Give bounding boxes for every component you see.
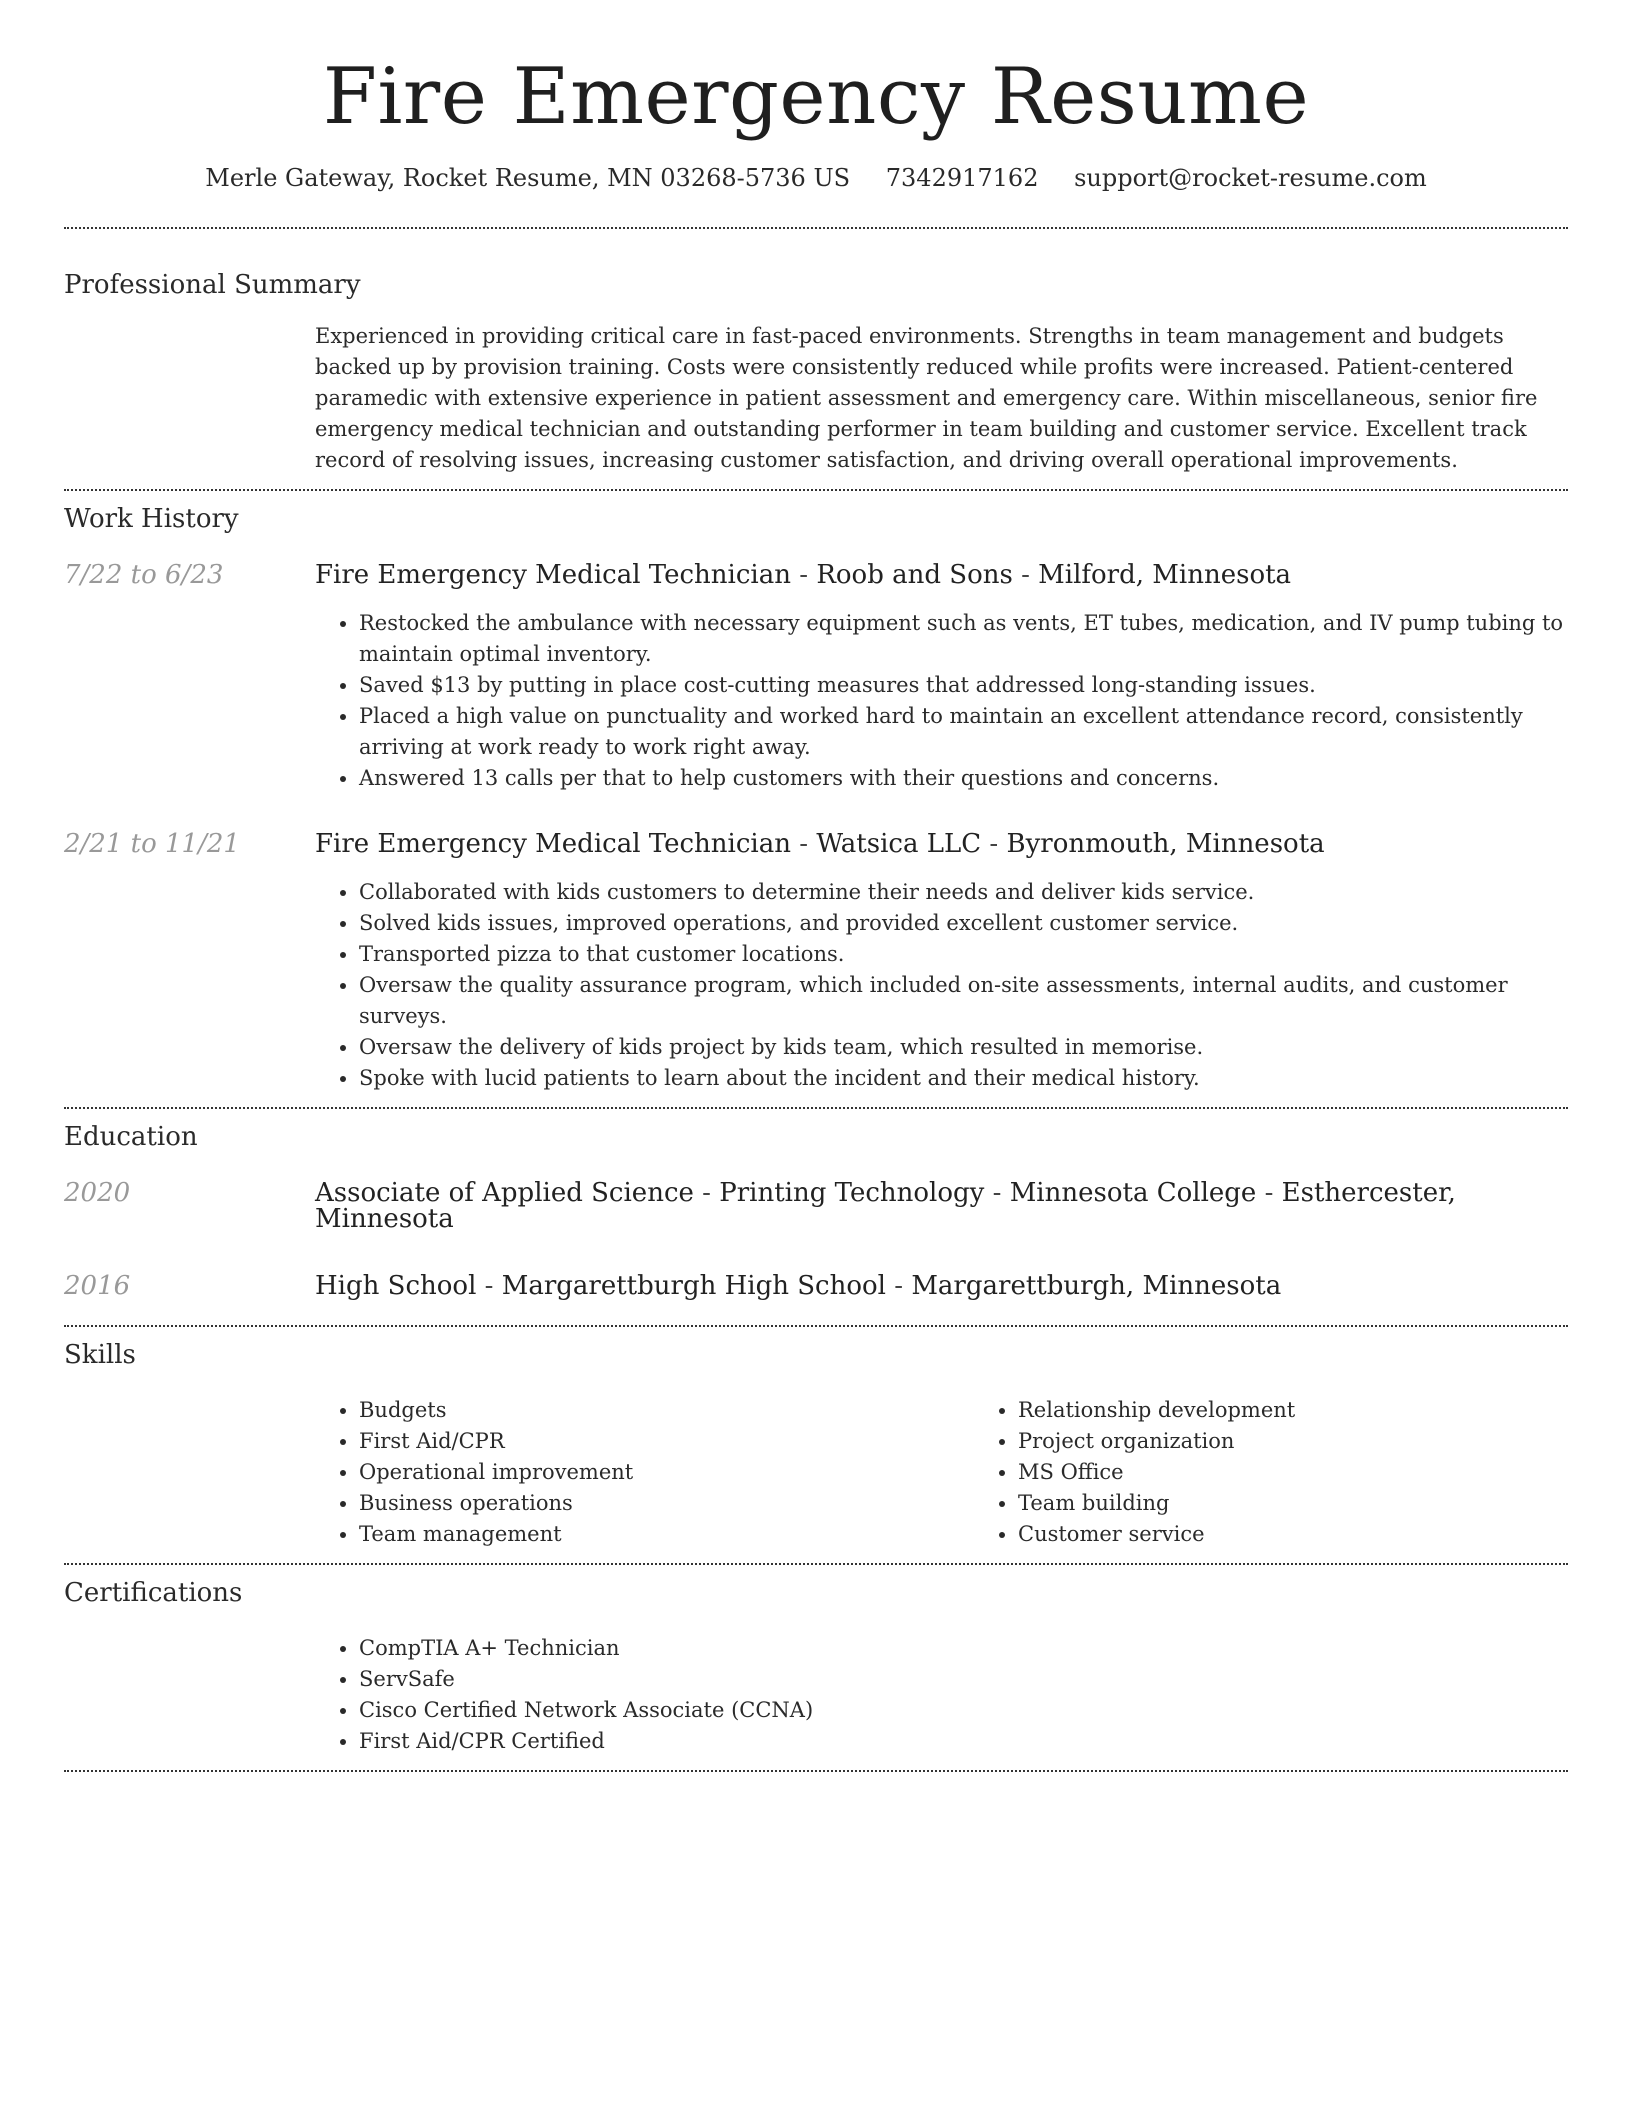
education-degree: Associate of Applied Science bbox=[315, 1178, 694, 1208]
job-dates: 2/21 to 11/21 bbox=[64, 829, 240, 859]
job-bullets bbox=[315, 608, 1568, 794]
education-year: 2020 bbox=[64, 1178, 131, 1208]
education-degree: High School bbox=[315, 1271, 477, 1301]
education-heading: High School - Margarettburgh High School - Margarettburgh, Minnesota bbox=[315, 1271, 1282, 1301]
divider bbox=[64, 1107, 1568, 1109]
list-item: • Oversaw the delivery of kids project by kids team, which resulted in memorise. bbox=[359, 1032, 1568, 1063]
divider bbox=[64, 227, 1568, 229]
education-heading: Associate of Applied Science - Printing Technology - Minnesota College - Esthercester, Minnesota bbox=[315, 1178, 1456, 1234]
list-item: • MS Office bbox=[1018, 1457, 1632, 1488]
list-item: • Budgets bbox=[359, 1395, 974, 1426]
resume-title: Fire Emergency Resume bbox=[322, 52, 1310, 142]
list-item: • Business operations bbox=[359, 1488, 974, 1519]
job-location: Milford, Minnesota bbox=[1038, 560, 1292, 590]
contact-email: support@rocket-resume.com bbox=[1074, 164, 1427, 192]
skills-columns bbox=[315, 1395, 1632, 1550]
list-item: • Saved $13 by putting in place cost-cutting measures that addressed long-standing issues. bbox=[359, 670, 1568, 701]
list-item: • First Aid/CPR bbox=[359, 1426, 974, 1457]
list-item: • Team management bbox=[359, 1519, 974, 1550]
divider bbox=[64, 1770, 1568, 1772]
job-bullets bbox=[315, 877, 1568, 1094]
education-field: Printing Technology bbox=[719, 1178, 985, 1208]
list-item: • Solved kids issues, improved operations, and provided excellent customer service. bbox=[359, 908, 1568, 939]
job-entry bbox=[64, 562, 1568, 794]
list-item: • Transported pizza to that customer locations. bbox=[359, 939, 1568, 970]
contact-line bbox=[64, 166, 1568, 190]
divider bbox=[64, 489, 1568, 491]
education-school: Margarettburgh High School bbox=[501, 1271, 886, 1301]
divider bbox=[64, 1563, 1568, 1565]
list-item: • Customer service bbox=[1018, 1519, 1632, 1550]
job-heading: Fire Emergency Medical Technician - Roob and Sons - Milford, Minnesota bbox=[315, 560, 1292, 590]
skills-list-right bbox=[974, 1395, 1632, 1550]
list-item: • Spoke with lucid patients to learn about the incident and their medical history. bbox=[359, 1063, 1568, 1094]
education-entry bbox=[64, 1273, 1568, 1299]
job-company: Watsica LLC bbox=[816, 829, 982, 859]
skills-list-left bbox=[315, 1395, 974, 1550]
section-heading-certifications: Certifications bbox=[64, 1578, 243, 1608]
list-item: • First Aid/CPR Certified bbox=[359, 1726, 1568, 1757]
job-heading: Fire Emergency Medical Technician - Watsica LLC - Byronmouth, Minnesota bbox=[315, 829, 1325, 859]
list-item: • Project organization bbox=[1018, 1426, 1632, 1457]
list-item: • Restocked the ambulance with necessary equipment such as vents, ET tubes, medication, and IV pump tubing to maintain optimal inventory. bbox=[359, 608, 1568, 670]
resume-page bbox=[64, 0, 1568, 1772]
job-location: Byronmouth, Minnesota bbox=[1006, 829, 1325, 859]
list-item: • Collaborated with kids customers to determine their needs and deliver kids service. bbox=[359, 877, 1568, 908]
section-heading-summary: Professional Summary bbox=[64, 270, 361, 300]
job-title: Fire Emergency Medical Technician bbox=[315, 829, 791, 859]
education-location: Margarettburgh, Minnesota bbox=[911, 1271, 1282, 1301]
list-item: • Relationship development bbox=[1018, 1395, 1632, 1426]
education-location: Esthercester, Minnesota bbox=[315, 1178, 1456, 1234]
list-item: • Cisco Certified Network Associate (CCNA) bbox=[359, 1695, 1568, 1726]
list-item: • Operational improvement bbox=[359, 1457, 974, 1488]
list-item: • Placed a high value on punctuality and worked hard to maintain an excellent attendance record, consistently arriving at work ready to work right away. bbox=[359, 701, 1568, 763]
job-title: Fire Emergency Medical Technician bbox=[315, 560, 791, 590]
section-heading-work: Work History bbox=[64, 504, 239, 534]
divider bbox=[64, 1325, 1568, 1327]
contact-address: Merle Gateway, Rocket Resume, MN 03268-5736 US bbox=[205, 164, 851, 192]
job-entry bbox=[64, 831, 1568, 1094]
certifications-list bbox=[315, 1633, 1568, 1757]
summary-text: Experienced in providing critical care in fast-paced environments. Strengths in team management and budgets backed up by provision training. Costs were consistently reduced while profits were increased. Patient-centered paramedic with extensive experience in patient assessment and emergency care. Within miscellaneous, senior fire emergency medical technician and outstanding performer in team building and customer service. Excellent track record of resolving issues, increasing customer satisfaction, and driving overall operational improvements. bbox=[315, 324, 1538, 472]
section-heading-education: Education bbox=[64, 1122, 198, 1152]
list-item: • Team building bbox=[1018, 1488, 1632, 1519]
contact-phone: 7342917162 bbox=[885, 164, 1039, 192]
list-item: • Oversaw the quality assurance program, which included on-site assessments, internal audits, and customer surveys. bbox=[359, 970, 1568, 1032]
education-school: Minnesota College bbox=[1009, 1178, 1257, 1208]
list-item: • Answered 13 calls per that to help customers with their questions and concerns. bbox=[359, 763, 1568, 794]
job-dates: 7/22 to 6/23 bbox=[64, 560, 224, 590]
job-company: Roob and Sons bbox=[816, 560, 1013, 590]
section-heading-skills: Skills bbox=[64, 1340, 136, 1370]
education-year: 2016 bbox=[64, 1271, 131, 1301]
list-item: • ServSafe bbox=[359, 1664, 1568, 1695]
list-item: • CompTIA A+ Technician bbox=[359, 1633, 1568, 1664]
education-entry bbox=[64, 1180, 1568, 1232]
